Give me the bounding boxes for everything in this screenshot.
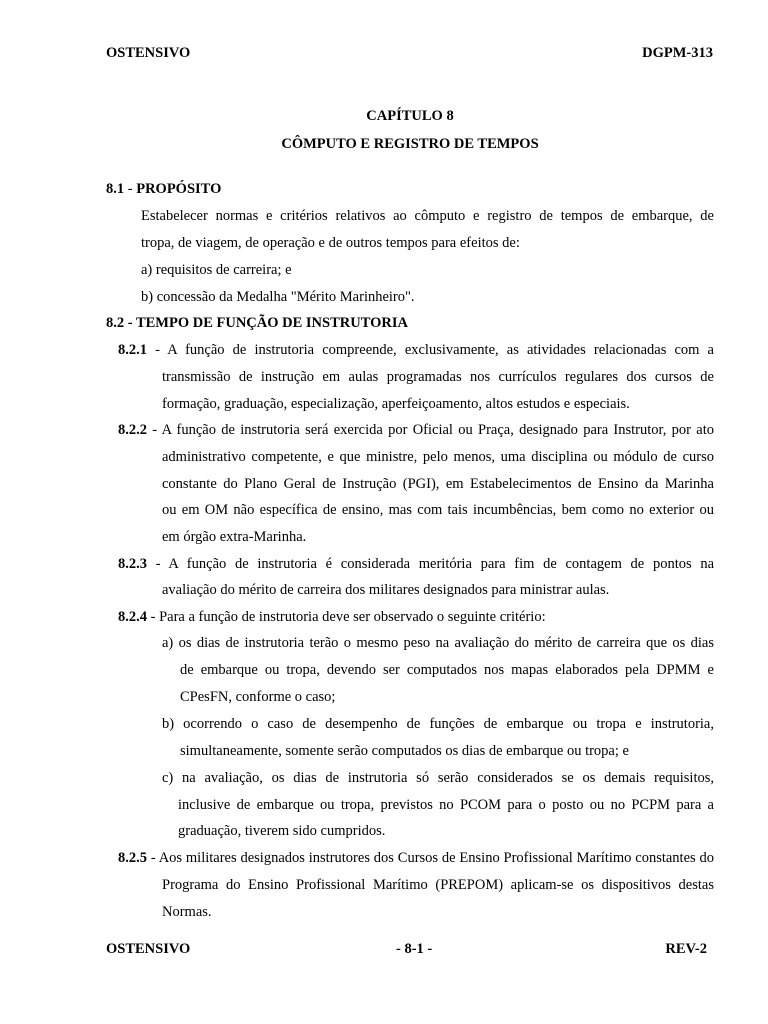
criterion-b-first-line: b) ocorrendo o caso de desempenho de funções de embarque ou tropa e instrutoria,	[162, 716, 714, 732]
paragraph-8-2-5-line: Programa do Ensino Profissional Marítimo (PREPOM) aplicam-se os dispositivos destas	[162, 877, 714, 893]
criterion-c-first-line: c) na avaliação, os dias de instrutoria só serão considerados se os demais requisitos,	[162, 770, 714, 786]
section-8-1-number: 8.1	[106, 181, 125, 197]
footer-revision: REV-2	[665, 941, 707, 957]
section-8-1-separator: -	[124, 181, 137, 197]
paragraph-8-2-4-first-line: 8.2.4 - Para a função de instrutoria deve ser observado o seguinte critério:	[118, 609, 546, 625]
criterion-b-line: simultaneamente, somente serão computados os dias de embarque ou tropa; e	[180, 743, 629, 759]
paragraph-8-2-5-line: Normas.	[162, 904, 212, 920]
section-8-1-item: a) requisitos de carreira; e	[141, 262, 292, 278]
paragraph-8-2-2-first-line: 8.2.2 - A função de instrutoria será exercida por Oficial ou Praça, designado para Instrutor, por ato	[118, 422, 714, 438]
paragraph-8-2-3-first-line: 8.2.3 - A função de instrutoria é considerada meritória para fim de contagem de pontos na	[118, 556, 714, 572]
criterion-c-line: graduação, tiverem sido cumpridos.	[178, 823, 386, 839]
paragraph-8-2-2-line: em órgão extra-Marinha.	[162, 529, 307, 545]
paragraph-8-2-5-first-line: 8.2.5 - Aos militares designados instrutores dos Cursos de Ensino Profissional Marítimo constantes do	[118, 850, 714, 866]
chapter-title: CÔMPUTO E REGISTRO DE TEMPOS	[281, 136, 539, 152]
paragraph-8-2-1-number: 8.2.1	[118, 342, 147, 358]
criterion-a-line: CPesFN, conforme o caso;	[180, 689, 336, 705]
section-8-1-item: b) concessão da Medalha "Mérito Marinheiro".	[141, 289, 415, 305]
paragraph-8-2-2-line: constante do Plano Geral de Instrução (PGI), em Estabelecimentos de Ensino da Marinha	[162, 476, 714, 492]
paragraph-8-2-2-number: 8.2.2	[118, 422, 147, 438]
paragraph-8-2-3-number: 8.2.3	[118, 556, 147, 572]
paragraph-8-2-2-line: ou em OM não específica de ensino, mas com tais incumbências, bem como no exterior ou	[162, 502, 714, 518]
criterion-c-line: inclusive de embarque ou tropa, previstos no PCOM para o posto ou no PCPM para a	[178, 797, 714, 813]
paragraph-8-2-1-line: formação, graduação, especialização, aperfeiçoamento, altos estudos e especiais.	[162, 396, 630, 412]
paragraph-8-2-4-number: 8.2.4	[118, 609, 147, 625]
paragraph-8-2-2-line: administrativo competente, e que ministre, pelo menos, uma disciplina ou módulo de curso	[162, 449, 714, 465]
section-8-1-title: PROPÓSITO	[136, 181, 222, 197]
paragraph-8-2-3-line: avaliação do mérito de carreira dos militares designados para ministrar aulas.	[162, 582, 610, 598]
criterion-a-first-line: a) os dias de instrutoria terão o mesmo peso na avaliação do mérito de carreira que os dias	[162, 635, 714, 651]
section-8-1-line: Estabelecer normas e critérios relativos ao cômputo e registro de tempos de embarque, de	[141, 208, 714, 224]
criterion-a-line: de embarque ou tropa, devendo ser computados nos mapas elaborados pela DPMM e	[180, 662, 714, 678]
section-8-2-heading: 8.2 - TEMPO DE FUNÇÃO DE INSTRUTORIA	[106, 315, 408, 331]
chapter-number: CAPÍTULO 8	[366, 108, 454, 124]
paragraph-8-2-1-line: transmissão de instrução em aulas programadas nos currículos regulares dos cursos de	[162, 369, 714, 385]
section-8-1-heading	[106, 180, 221, 198]
footer-classification: OSTENSIVO	[106, 941, 191, 957]
header-document-code: DGPM-313	[642, 45, 713, 61]
section-8-1-line: tropa, de viagem, de operação e de outros tempos para efeitos de:	[141, 235, 520, 251]
paragraph-8-2-5-number: 8.2.5	[118, 850, 147, 866]
page-number: - 8-1 -	[396, 941, 433, 957]
paragraph-8-2-1-first-line: 8.2.1 - A função de instrutoria compreende, exclusivamente, as atividades relacionadas com a	[118, 342, 714, 358]
header-classification: OSTENSIVO	[106, 45, 191, 61]
